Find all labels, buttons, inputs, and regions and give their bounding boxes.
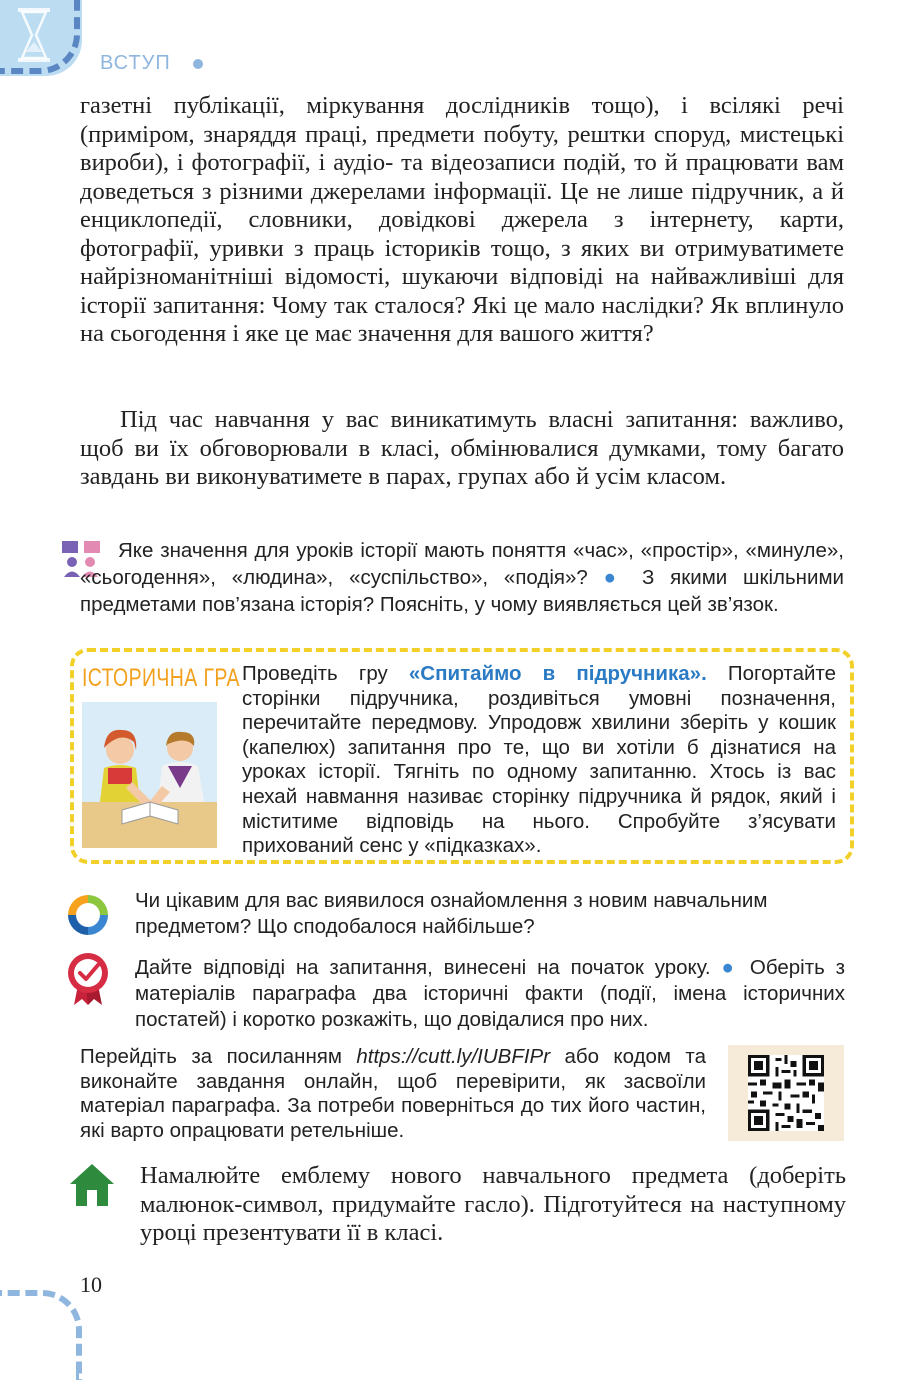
children-reading-illustration — [82, 702, 217, 848]
game-name: «Спитаймо в підручника». — [408, 662, 707, 685]
reflection-question: Чи цікавим для вас виявилося ознайомлення з новим навчальним предметом? Що сподобалося найбільше? — [135, 889, 768, 938]
game-instructions: Погортайте сторінки підручника, роздивіться умовні позначення, перечитайте передмову. Упродовж хвилини зберіть у кошик (капелюх) запитання про те, що ви хотіли б дізнатися на уроках історії. Тягніть по одному запитанню. Хтось із вас нехай навмання називає сторінку підручника й рядок, який і міститиме відповідь на нього. Спробуйте з’ясувати прихований сенс у «підказках». — [242, 662, 836, 858]
hourglass-icon — [16, 6, 52, 64]
page-number: 10 — [80, 1272, 102, 1297]
discussion-question-2: З якими шкільними предметами пов’язана історія? Поясніть, у чому виявляється цей зв’язок. — [80, 566, 844, 616]
bullet-dot: ● — [603, 566, 627, 589]
home-icon — [68, 1162, 116, 1208]
online-test-link[interactable]: https://cutt.ly/IUBFIPr — [356, 1045, 551, 1068]
online-test-instruction — [80, 1045, 706, 1143]
online-prefix: Перейдіть за посиланням — [80, 1045, 342, 1068]
section-dot — [193, 59, 203, 69]
self-check-badge-icon — [64, 951, 112, 1007]
self-check-text-2: Оберіть з матеріалів параграфа два історичні факти (події, імена історичних постатей) і коротко розкажіть, що довідалися про них. — [135, 956, 846, 1031]
game-description — [242, 662, 836, 859]
online-suffix: або кодом та виконайте завдання онлайн, щоб перевірити, як засвоїли матеріал параграфа. За потреби поверніться до тих його частин, які варто опрацювати ретельніше. — [80, 1045, 706, 1142]
self-check-task — [135, 955, 845, 1033]
game-intro: Проведіть гру — [242, 662, 388, 685]
discussion-questions — [80, 537, 844, 618]
body-paragraph-2: Під час навчання у вас виникатимуть власні запитання: важливо, щоб ви їх обговорювали в класі, обмінювалися думками, тому багато завдань ви виконуватимете в парах, групах або й усім класом. — [80, 406, 844, 490]
bullet-dot: ● — [721, 956, 740, 979]
self-check-text-1: Дайте відповіді на запитання, винесені на початок уроку. — [135, 956, 711, 979]
qr-code[interactable] — [748, 1055, 824, 1131]
section-title: ВСТУП — [100, 52, 171, 74]
discussion-question-1: Яке значення для уроків історії мають поняття «час», «простір», «минуле», «сьогодення», «людина», «суспільство», «подія»? — [80, 539, 844, 589]
homework-task: Намалюйте емблему нового навчального предмета (доберіть малюнок-символ, придумайте гасло). Підготуйтеся на наступному уроці презентувати її в класі. — [140, 1162, 846, 1246]
reflection-cycle-icon — [64, 891, 112, 939]
corner-dashed-border-bottom — [0, 1290, 82, 1380]
body-paragraph-1: газетні публікації, міркування дослідників тощо), і всілякі речі (приміром, знаряддя праці, предмети побуту, рештки споруд, мистецькі вироби), і фотографії, і аудіо- та відеозаписи подій, то й працювати вам доведеться з різними джерелами інформації. Це не лише підручник, а й енциклопедії, словники, довідкові джерела з інтернету, карти, фотографії, уривки з праць істориків тощо, з яких ви отримуватимете найрізноманітніші відомості, шукаючи відповіді на найважливіші для історії запитання: Чому так сталося? Які це мало наслідки? Як вплинуло на сьогодення і яке це має значення для вашого життя? — [80, 92, 844, 347]
game-heading: ІСТОРИЧНА ГРА — [82, 664, 240, 692]
